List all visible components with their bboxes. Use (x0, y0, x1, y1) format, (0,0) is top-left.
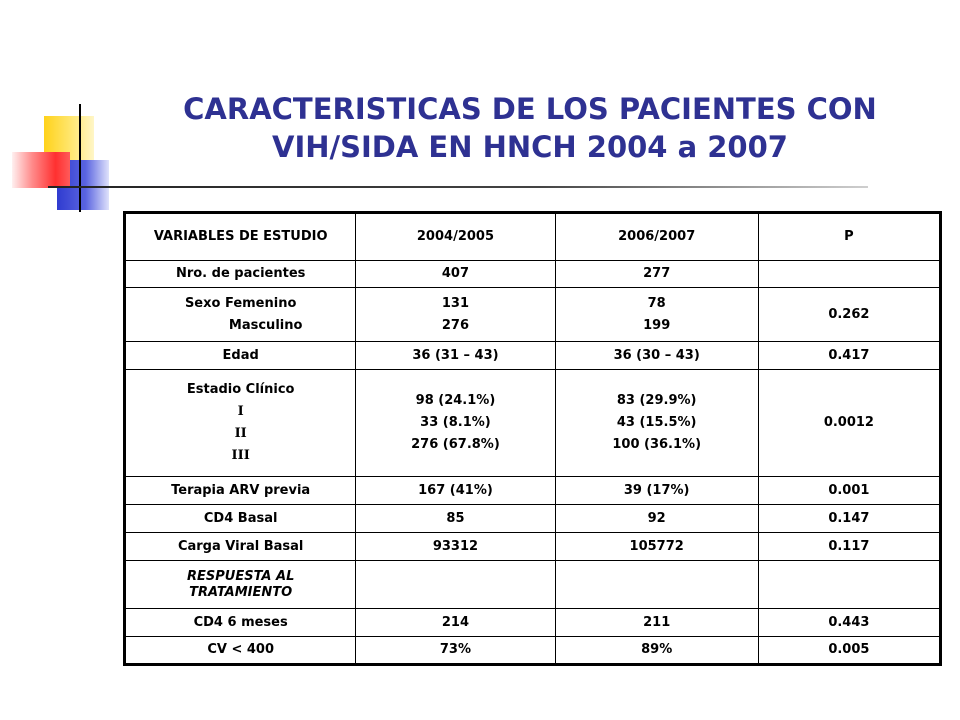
value-stage-iii-y2: 100 (36.1%) (612, 437, 702, 452)
header-2006-2007: 2006/2007 (555, 213, 758, 261)
cell-edad-y1: 36 (31 – 43) (356, 342, 555, 370)
decor-horizontal-line (48, 186, 868, 188)
cell-terapia-y2: 39 (17%) (555, 477, 758, 505)
header-2004-2005: 2004/2005 (356, 213, 555, 261)
header-variables: VARIABLES DE ESTUDIO (125, 213, 356, 261)
slide-title-line-1: CARACTERISTICAS DE LOS PACIENTES CON (183, 92, 877, 126)
cell-respuesta-y1 (356, 561, 555, 609)
cell-cd4-6-p: 0.443 (758, 609, 940, 637)
row-label-terapia: Terapia ARV previa (125, 477, 356, 505)
cell-sexo-y2 (555, 288, 758, 342)
table-row (125, 637, 941, 665)
cell-terapia-p: 0.001 (758, 477, 940, 505)
table-row (125, 533, 941, 561)
table-row (125, 477, 941, 505)
label-stage-i: I (237, 404, 244, 419)
table-row (125, 561, 941, 609)
cell-cd4-y1: 85 (356, 505, 555, 533)
cell-carga-y2: 105772 (555, 533, 758, 561)
row-label-cv400: CV < 400 (125, 637, 356, 665)
label-respuesta-line-1: RESPUESTA AL (186, 568, 295, 584)
cell-carga-y1: 93312 (356, 533, 555, 561)
table-row (125, 261, 941, 288)
cell-sexo-p: 0.262 (758, 288, 940, 342)
label-respuesta-line-2: TRATAMIENTO (189, 584, 293, 600)
decor-vertical-line (79, 104, 81, 212)
cell-edad-y2: 36 (30 – 43) (555, 342, 758, 370)
cell-cd4-6-y2: 211 (555, 609, 758, 637)
header-p: P (758, 213, 940, 261)
row-label-estadio (125, 370, 356, 477)
cell-sexo-y1 (356, 288, 555, 342)
value-stage-i-y2: 83 (29.9%) (616, 393, 697, 408)
table-row (125, 370, 941, 477)
row-label-cd4: CD4 Basal (125, 505, 356, 533)
value-stage-ii-y2: 43 (15.5%) (616, 415, 697, 430)
table-row (125, 609, 941, 637)
cell-cv400-y1: 73% (356, 637, 555, 665)
patients-table (123, 211, 942, 666)
row-label-respuesta (125, 561, 356, 609)
cell-pacientes-p (758, 261, 940, 288)
row-label-carga: Carga Viral Basal (125, 533, 356, 561)
label-sexo-femenino: Sexo Femenino (184, 295, 297, 311)
cell-pacientes-y1: 407 (356, 261, 555, 288)
table-row (125, 288, 941, 342)
label-masculino: Masculino (228, 317, 303, 333)
cell-estadio-p: 0.0012 (758, 370, 940, 477)
slide-title-line-2: VIH/SIDA EN HNCH 2004 a 2007 (272, 130, 788, 164)
cell-carga-p: 0.117 (758, 533, 940, 561)
value-stage-i-y1: 98 (24.1%) (415, 393, 496, 408)
cell-cd4-6-y1: 214 (356, 609, 555, 637)
label-estadio-clinico: Estadio Clínico (186, 382, 295, 397)
cell-pacientes-y2: 277 (555, 261, 758, 288)
row-label-edad: Edad (125, 342, 356, 370)
cell-respuesta-y2 (555, 561, 758, 609)
value-stage-ii-y1: 33 (8.1%) (420, 415, 491, 430)
value-fem-y1: 131 (441, 295, 470, 311)
decor-red-square (12, 152, 70, 188)
cell-respuesta-p (758, 561, 940, 609)
cell-edad-p: 0.417 (758, 342, 940, 370)
label-stage-ii: II (234, 426, 247, 441)
value-fem-y2: 78 (647, 295, 666, 311)
cell-cv400-y2: 89% (555, 637, 758, 665)
table-row (125, 505, 941, 533)
cell-estadio-y2 (555, 370, 758, 477)
cell-estadio-y1 (356, 370, 555, 477)
cell-terapia-y1: 167 (41%) (356, 477, 555, 505)
table-row (125, 342, 941, 370)
label-stage-iii: III (231, 448, 250, 463)
slide-title (160, 90, 900, 166)
table-header-row (125, 213, 941, 261)
cell-cv400-p: 0.005 (758, 637, 940, 665)
value-stage-iii-y1: 276 (67.8%) (411, 437, 500, 452)
cell-cd4-y2: 92 (555, 505, 758, 533)
value-masc-y2: 199 (643, 317, 671, 333)
row-label-pacientes: Nro. de pacientes (125, 261, 356, 288)
value-masc-y1: 276 (441, 317, 470, 333)
row-label-sexo (125, 288, 356, 342)
cell-cd4-p: 0.147 (758, 505, 940, 533)
row-label-cd4-6: CD4 6 meses (125, 609, 356, 637)
